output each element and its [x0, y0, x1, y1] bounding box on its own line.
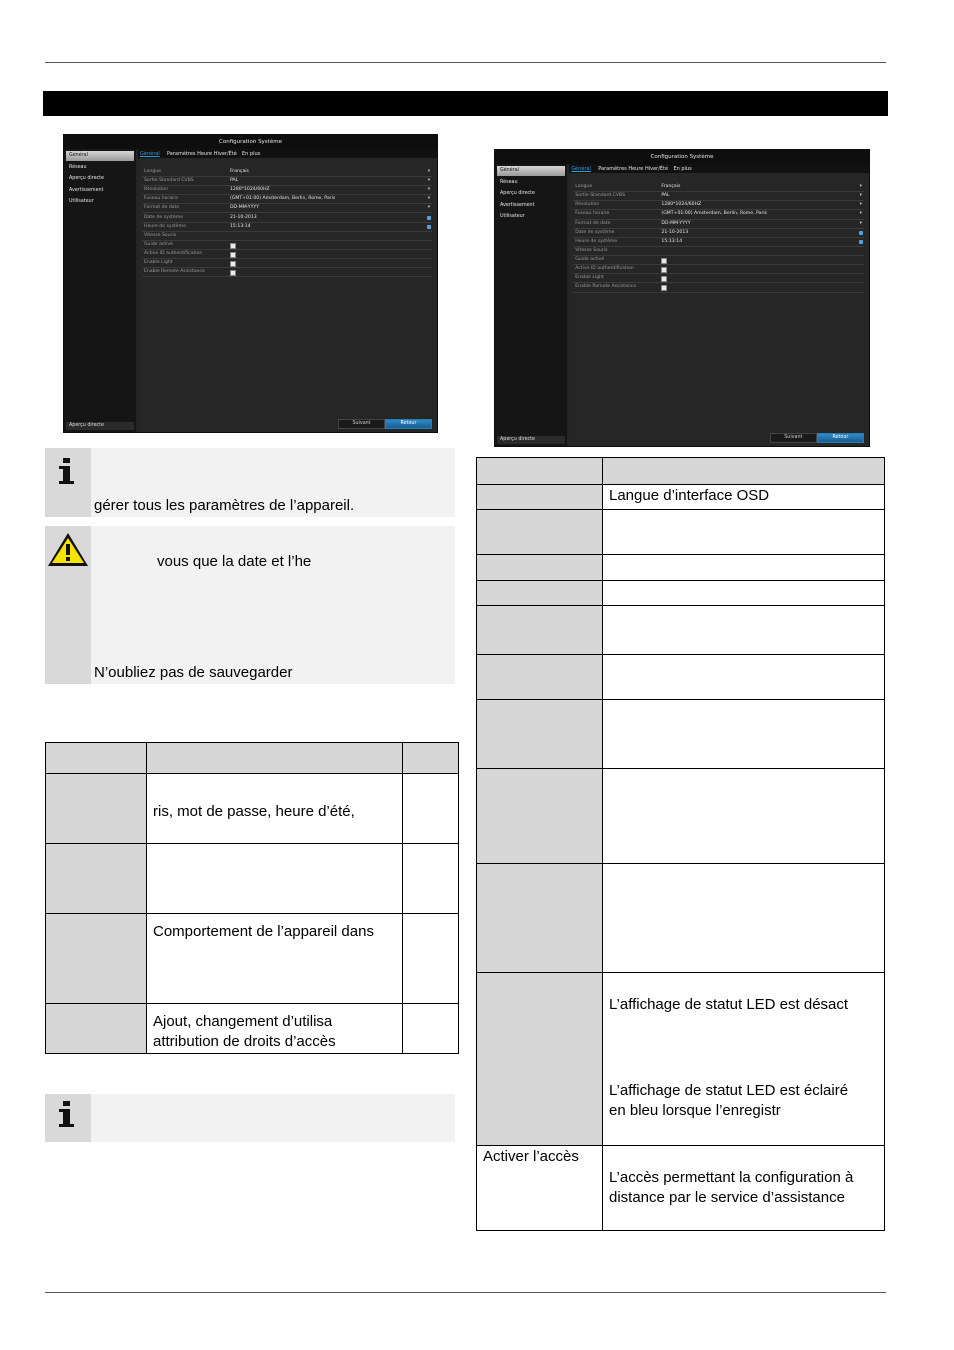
checkbox[interactable] — [661, 285, 667, 291]
info-icon-column — [45, 448, 91, 517]
dvr-window-title: Configuration Système — [495, 150, 869, 164]
table-row — [477, 555, 885, 581]
warning-icon — [45, 530, 91, 570]
dvr-sidebar-item[interactable]: Général — [497, 166, 565, 176]
dvr-setting-row — [573, 283, 864, 292]
dvr-setting-label: Active ID authentification — [144, 250, 203, 256]
dvr-setting-row — [142, 204, 432, 213]
left-table-header-cell — [46, 743, 147, 774]
right-table-desc-cell — [603, 864, 885, 973]
dvr-setting-value[interactable]: Français — [661, 184, 681, 190]
right-table-desc-cell — [603, 769, 885, 864]
dvr-setting-label: Sortie Standard CVBS — [144, 178, 194, 184]
dvr-setting-row — [142, 186, 432, 195]
dvr-setting-value[interactable]: 1280*1024/60HZ — [230, 187, 270, 193]
table-row — [477, 655, 885, 700]
right-table-header-cell — [603, 458, 885, 485]
warning-icon-column — [45, 526, 91, 684]
cell-text: L’accès permettant la configuration à — [609, 1169, 854, 1186]
dvr-setting-label: Heure de système — [144, 223, 186, 229]
dvr-setting-label: Langue — [575, 184, 593, 190]
dvr-sidebar-item[interactable]: Avertissement — [69, 187, 104, 193]
left-table-extra-cell — [403, 914, 459, 1004]
chevron-down-icon[interactable]: ▾ — [859, 211, 862, 217]
left-table-extra-cell — [403, 774, 459, 844]
calendar-icon[interactable] — [859, 231, 863, 235]
dvr-setting-row — [573, 210, 864, 219]
dvr-setting-row — [142, 214, 432, 223]
table-row — [46, 774, 459, 844]
info-notice — [45, 448, 455, 517]
dvr-setting-value[interactable]: 21-10-2013 — [661, 229, 689, 235]
dvr-tab[interactable]: Général — [571, 165, 591, 172]
dvr-sidebar-item[interactable]: Utilisateur — [69, 199, 94, 204]
dvr-setting-row — [573, 220, 864, 229]
dvr-setting-row — [142, 241, 432, 250]
dvr-setting-label: Fuseau horaire — [575, 211, 610, 217]
dvr-setting-label: Enable Light — [144, 260, 173, 265]
dvr-setting-value[interactable]: 21-10-2013 — [230, 214, 257, 220]
right-table-label-cell — [477, 769, 603, 864]
right-table-desc-cell — [603, 973, 885, 1146]
table-row — [477, 510, 885, 555]
right-table-label-cell — [477, 581, 603, 606]
dvr-screenshot-left — [63, 134, 438, 433]
right-table-label-cell — [477, 1146, 603, 1231]
checkbox[interactable] — [230, 261, 236, 267]
dvr-screenshot-right — [494, 149, 870, 447]
dvr-setting-row — [142, 232, 432, 241]
table-row — [477, 1146, 885, 1231]
dvr-tab[interactable]: En plus — [242, 150, 261, 157]
cell-text: L’affichage de statut LED est désact — [609, 996, 849, 1013]
dvr-tab[interactable]: Paramètres Heure Hiver/Été — [598, 165, 669, 172]
back-button[interactable]: Retour — [817, 433, 864, 443]
cell-text: ris, mot de passe, heure d’été, — [153, 803, 355, 820]
right-table-desc-cell — [603, 700, 885, 769]
right-table-label-cell — [477, 555, 603, 581]
chevron-down-icon[interactable]: ▾ — [427, 205, 430, 211]
table-row — [46, 914, 459, 1004]
warning-notice-line1: vous que la date et l’he — [157, 553, 312, 570]
dvr-tab-bar — [569, 164, 869, 173]
info-notice-2 — [45, 1094, 455, 1142]
right-table-desc-cell — [603, 655, 885, 700]
info-icon — [45, 1097, 91, 1137]
chevron-down-icon[interactable]: ▾ — [859, 184, 862, 190]
right-table-desc-cell — [603, 510, 885, 555]
cell-text: en bleu lorsque l’enregistr — [609, 1102, 781, 1119]
dvr-setting-value[interactable]: Français — [230, 169, 249, 174]
right-table-desc-cell — [603, 1146, 885, 1231]
table-row — [46, 1004, 459, 1054]
dvr-setting-row — [142, 223, 432, 232]
dvr-setting-label: Sortie Standard CVBS — [575, 193, 626, 199]
dvr-setting-label: Date de système — [144, 214, 184, 220]
chevron-down-icon[interactable]: ▾ — [427, 169, 430, 174]
table-row — [477, 864, 885, 973]
table-row — [477, 581, 885, 606]
left-table-header-cell — [403, 743, 459, 774]
dvr-sidebar — [495, 164, 567, 446]
dvr-sidebar-item[interactable]: Aperçu directe — [69, 176, 105, 181]
right-table-label-cell — [477, 864, 603, 973]
dvr-setting-row — [573, 183, 864, 192]
table-row — [477, 606, 885, 655]
left-table-label-cell — [46, 1004, 147, 1054]
dvr-sidebar-item[interactable]: Aperçu directe — [500, 191, 536, 197]
dvr-setting-row — [573, 238, 864, 247]
cell-text: Activer l’accès — [483, 1148, 579, 1165]
left-table-extra-cell — [403, 844, 459, 914]
dvr-setting-row — [142, 195, 432, 204]
dvr-setting-value[interactable]: (GMT+01:00) Amsterdam, Berlin, Rome, Paris — [230, 196, 336, 202]
right-table-desc-cell — [603, 581, 885, 606]
warning-notice — [45, 526, 455, 684]
left-table-desc-cell — [147, 844, 403, 914]
table-row — [477, 700, 885, 769]
table-row — [477, 485, 885, 510]
left-table-header-cell — [147, 743, 403, 774]
dvr-setting-row — [573, 201, 864, 210]
dvr-setting-label: Date de système — [575, 229, 615, 235]
chevron-down-icon[interactable]: ▾ — [427, 187, 430, 193]
dvr-setting-value[interactable]: PAL — [230, 178, 239, 184]
dvr-setting-row — [573, 229, 864, 238]
table-row — [477, 769, 885, 864]
dvr-sidebar — [64, 149, 136, 432]
left-table-label-cell — [46, 844, 147, 914]
dvr-sidebar-item[interactable]: Avertissement — [500, 202, 535, 208]
left-table-desc-cell — [147, 1004, 403, 1054]
dvr-setting-row — [573, 247, 864, 256]
right-table-desc-cell — [603, 485, 885, 510]
calendar-icon[interactable] — [859, 240, 863, 244]
info-icon-column — [45, 1094, 91, 1142]
right-table-header-cell — [477, 458, 603, 485]
right-table-label-cell — [477, 510, 603, 555]
dvr-setting-row — [573, 274, 864, 283]
dvr-setting-label: Langue — [144, 169, 161, 174]
left-table-label-cell — [46, 914, 147, 1004]
dvr-tab[interactable]: Général — [140, 150, 160, 157]
right-table-label-cell — [477, 606, 603, 655]
chevron-down-icon[interactable]: ▾ — [859, 202, 862, 208]
chevron-down-icon[interactable]: ▾ — [427, 178, 430, 184]
dvr-setting-row — [573, 192, 864, 201]
checkbox[interactable] — [230, 270, 236, 276]
right-table-label-cell — [477, 485, 603, 510]
dvr-setting-label: Enable Light — [575, 275, 604, 281]
dvr-setting-label: Format de date — [144, 205, 180, 211]
dvr-setting-label: Résolution — [575, 202, 600, 208]
right-table-desc-cell — [603, 606, 885, 655]
footer-rule — [45, 1292, 886, 1293]
cell-text: Comportement de l’appareil dans — [153, 923, 374, 940]
info-icon — [45, 454, 91, 494]
header-rule — [45, 62, 886, 63]
dvr-setting-value[interactable]: (GMT+01:00) Amsterdam, Berlin, Rome, Paris — [661, 211, 768, 217]
dvr-setting-row — [142, 168, 432, 177]
left-table-desc-cell — [147, 914, 403, 1004]
dvr-setting-label: Vitesse Souris — [575, 247, 608, 253]
right-table — [476, 457, 885, 1231]
checkbox[interactable] — [661, 258, 667, 264]
dvr-setting-row — [142, 250, 432, 259]
dvr-setting-label: Vitesse Souris — [144, 232, 177, 238]
calendar-icon[interactable] — [427, 225, 431, 229]
dvr-setting-value[interactable]: DD-MM-YYYY — [661, 220, 691, 226]
right-table-label-cell — [477, 973, 603, 1146]
dvr-setting-label: Active ID authentification — [575, 266, 634, 272]
next-button[interactable]: Suivant — [770, 433, 817, 443]
left-table-desc-cell — [147, 774, 403, 844]
chevron-down-icon[interactable]: ▾ — [859, 193, 862, 199]
dvr-sidebar-item[interactable]: Général — [66, 151, 134, 161]
warning-notice-line2: N’oubliez pas de sauvegarder — [94, 664, 293, 681]
dvr-sidebar-bottom-link[interactable]: Aperçu directe — [497, 436, 565, 444]
checkbox[interactable] — [230, 252, 236, 258]
dvr-setting-row — [142, 177, 432, 186]
dvr-setting-label: Heure de système — [575, 238, 618, 244]
dvr-setting-value[interactable]: 15:13:14 — [661, 238, 683, 244]
dvr-tab[interactable]: En plus — [673, 165, 692, 172]
next-button[interactable]: Suivant — [338, 419, 385, 429]
dvr-setting-label: Enable Remote Assistance — [144, 269, 205, 275]
dvr-setting-value[interactable]: 1280*1024/60HZ — [661, 202, 702, 208]
dvr-setting-label: Résolution — [144, 187, 169, 193]
dvr-setting-row — [142, 259, 432, 268]
dvr-tab[interactable]: Paramètres Heure Hiver/Été — [167, 150, 237, 157]
dvr-tab-bar — [138, 149, 437, 158]
dvr-sidebar-item[interactable]: Utilisateur — [500, 214, 525, 220]
dvr-sidebar-item[interactable]: Réseau — [69, 164, 87, 170]
cell-text: distance par le service d’assistance — [609, 1189, 845, 1206]
dvr-setting-label: Guide activé — [575, 257, 605, 263]
table-row — [46, 844, 459, 914]
dvr-sidebar-bottom-link[interactable]: Aperçu directe — [66, 422, 134, 430]
dvr-setting-label: Enable Remote Assistance — [575, 284, 637, 290]
calendar-icon[interactable] — [427, 216, 431, 220]
dvr-main-panel — [138, 149, 437, 432]
left-table — [45, 742, 459, 1054]
right-table-label-cell — [477, 655, 603, 700]
info-notice-text: gérer tous les paramètres de l’appareil. — [94, 497, 355, 514]
dvr-sidebar-item[interactable]: Réseau — [500, 179, 518, 185]
chevron-down-icon[interactable]: ▾ — [859, 220, 862, 226]
dvr-main-panel — [569, 164, 869, 446]
right-table-desc-cell — [603, 555, 885, 581]
dvr-setting-value[interactable]: 15:13:14 — [230, 223, 251, 229]
back-button[interactable]: Retour — [385, 419, 432, 429]
cell-text: Langue d’interface OSD — [609, 487, 770, 504]
left-table-label-cell — [46, 774, 147, 844]
cell-text: Ajout, changement d’utilisa — [153, 1013, 333, 1030]
dvr-setting-row — [142, 268, 432, 277]
checkbox[interactable] — [230, 243, 236, 249]
left-table-extra-cell — [403, 1004, 459, 1054]
section-title-bar — [43, 91, 888, 116]
table-row — [477, 973, 885, 1146]
checkbox[interactable] — [661, 276, 667, 282]
dvr-setting-label: Fuseau horaire — [144, 196, 179, 202]
dvr-setting-value[interactable]: DD-MM-YYYY — [230, 205, 259, 211]
dvr-setting-value[interactable]: PAL — [661, 193, 670, 199]
dvr-setting-label: Guide activé — [144, 241, 173, 247]
checkbox[interactable] — [661, 267, 667, 273]
cell-text: L’affichage de statut LED est éclairé — [609, 1082, 849, 1099]
dvr-setting-row — [573, 256, 864, 265]
dvr-setting-label: Format de date — [575, 220, 611, 226]
dvr-setting-row — [573, 265, 864, 274]
right-table-label-cell — [477, 700, 603, 769]
dvr-window-title: Configuration Système — [64, 135, 437, 149]
cell-text: attribution de droits d’accès — [153, 1033, 336, 1050]
chevron-down-icon[interactable]: ▾ — [427, 196, 430, 202]
